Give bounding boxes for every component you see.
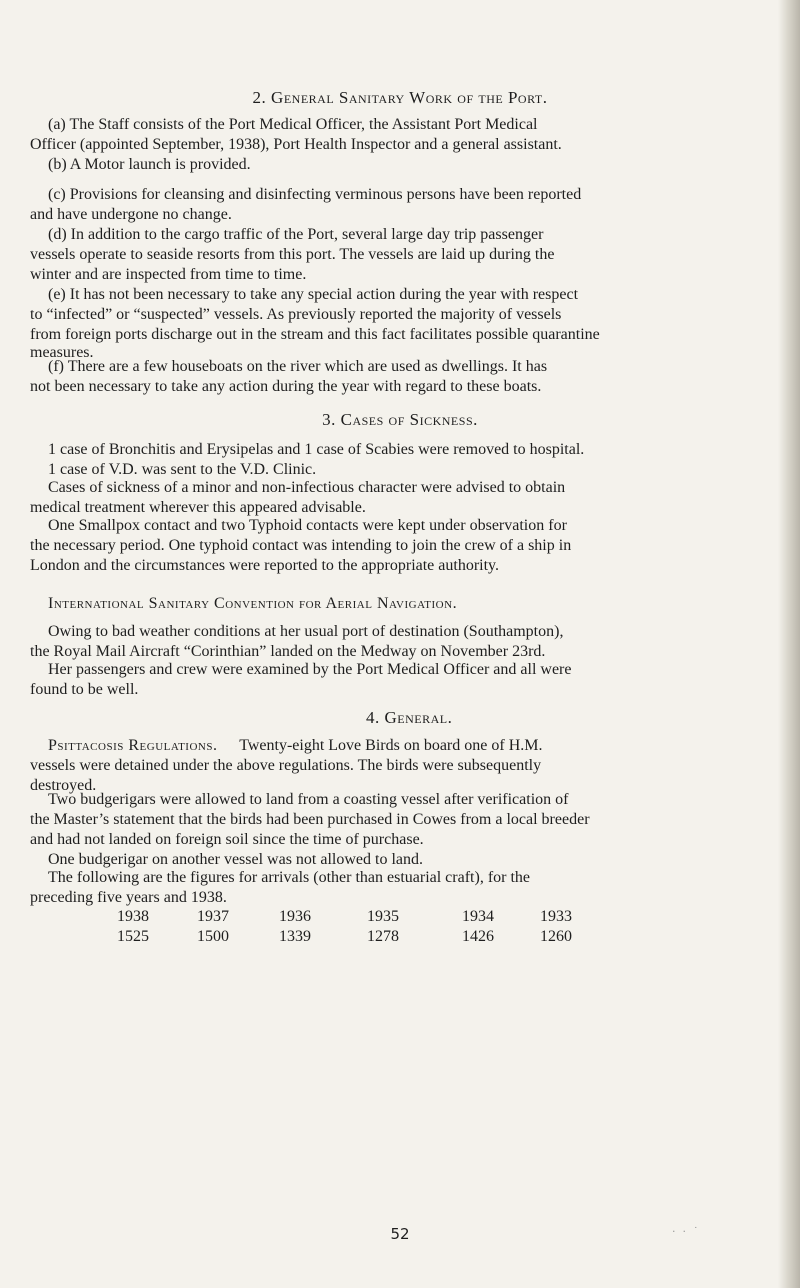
text-line: the Master’s statement that the birds had been purchased in Cowes from a local breeder bbox=[30, 811, 590, 828]
text-line: winter and are inspected from time to time. bbox=[30, 266, 307, 283]
text-line: Her passengers and crew were examined by the Port Medical Officer and all were bbox=[48, 661, 572, 678]
year-cell: 1935 bbox=[367, 908, 399, 925]
year-cell: 1938 bbox=[117, 908, 149, 925]
text-line: found to be well. bbox=[30, 681, 139, 698]
page-number: 52 bbox=[390, 1225, 410, 1243]
text-fragment: Twenty-eight Love Birds on board one of H.M. bbox=[239, 737, 543, 754]
text-line: (b) A Motor launch is provided. bbox=[48, 156, 251, 173]
text-line: vessels were detained under the above regulations. The birds were subsequently bbox=[30, 757, 542, 774]
section-3-heading: 3. Cases of Sickness. bbox=[322, 410, 478, 429]
text-line: the necessary period. One typhoid contact was intending to join the crew of a ship in bbox=[30, 537, 572, 554]
section-2-heading: 2. General Sanitary Work of the Port. bbox=[252, 88, 548, 107]
text-line bbox=[48, 736, 542, 756]
text-line: and have undergone no change. bbox=[30, 206, 232, 223]
count-cell: 1260 bbox=[540, 928, 572, 945]
text-line: One budgerigar on another vessel was not allowed to land. bbox=[48, 851, 424, 868]
text-line: (f) There are a few houseboats on the river which are used as dwellings. It has bbox=[48, 358, 548, 375]
text-line: 1 case of Bronchitis and Erysipelas and 1 case of Scabies were removed to hospital. bbox=[48, 441, 585, 458]
year-cell: 1933 bbox=[540, 908, 572, 925]
text-line: (e) It has not been necessary to take any special action during the year with respect bbox=[48, 286, 579, 303]
year-cell: 1937 bbox=[197, 908, 229, 925]
text-line: vessels operate to seaside resorts from this port. The vessels are laid up during the bbox=[30, 246, 555, 263]
text-line: from foreign ports discharge out in the stream and this fact facilitates possible quarantine bbox=[30, 326, 600, 343]
text-line: Officer (appointed September, 1938), Port Health Inspector and a general assistant. bbox=[30, 136, 562, 153]
count-cell: 1500 bbox=[197, 928, 229, 945]
count-cell: 1426 bbox=[462, 928, 494, 945]
text-line: One Smallpox contact and two Typhoid contacts were kept under observation for bbox=[48, 517, 567, 534]
text-line: to “infected” or “suspected” vessels. As previously reported the majority of vessels bbox=[30, 306, 562, 323]
text-line: (a) The Staff consists of the Port Medical Officer, the Assistant Port Medical bbox=[48, 116, 538, 133]
text-line: measures. bbox=[30, 344, 94, 361]
text-line: (d) In addition to the cargo traffic of the Port, several large day trip passenger bbox=[48, 226, 544, 243]
text-line: Two budgerigars were allowed to land from a coasting vessel after verification of bbox=[48, 791, 569, 808]
text-line: preceding five years and 1938. bbox=[30, 889, 227, 906]
year-cell: 1936 bbox=[279, 908, 311, 925]
text-line: destroyed. bbox=[30, 777, 97, 794]
year-cell: 1934 bbox=[462, 908, 494, 925]
text-line: Cases of sickness of a minor and non-infectious character were advised to obtain bbox=[48, 479, 566, 496]
convention-heading: International Sanitary Convention for Aerial Navigation. bbox=[48, 595, 458, 612]
text-line: London and the circumstances were reported to the appropriate authority. bbox=[30, 557, 500, 574]
psittacosis-label: Psittacosis Regulations. bbox=[48, 737, 218, 754]
page-edge-shadow bbox=[778, 0, 800, 1288]
text-line: the Royal Mail Aircraft “Corinthian” landed on the Medway on November 23rd. bbox=[30, 643, 546, 660]
text-line: 1 case of V.D. was sent to the V.D. Clinic. bbox=[48, 461, 317, 478]
count-cell: 1339 bbox=[279, 928, 311, 945]
count-cell: 1525 bbox=[117, 928, 149, 945]
count-cell: 1278 bbox=[367, 928, 399, 945]
scan-speck: · · ˙ bbox=[672, 1225, 699, 1238]
text-line: Owing to bad weather conditions at her usual port of destination (Southampton), bbox=[48, 623, 564, 640]
text-line: (c) Provisions for cleansing and disinfecting verminous persons have been reported bbox=[48, 186, 582, 203]
text-line: not been necessary to take any action during the year with regard to these boats. bbox=[30, 378, 542, 395]
text-line: The following are the figures for arrivals (other than estuarial craft), for the bbox=[48, 869, 531, 886]
text-line: and had not landed on foreign soil since the time of purchase. bbox=[30, 831, 424, 848]
text-line: medical treatment wherever this appeared advisable. bbox=[30, 499, 366, 516]
section-4-heading: 4. General. bbox=[366, 708, 453, 727]
